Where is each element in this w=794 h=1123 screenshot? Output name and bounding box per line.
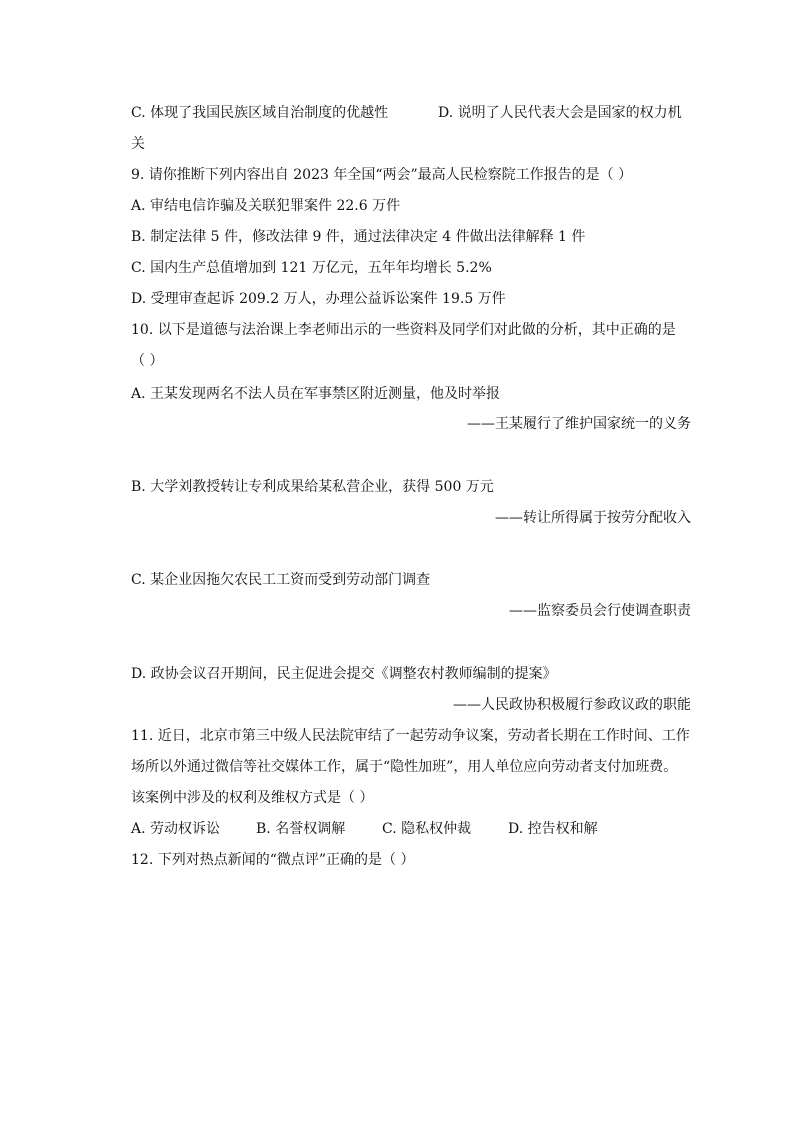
q11-option-d: D. 控告权和解: [508, 821, 598, 837]
q9-option-d: D. 受理审查起诉 209.2 万人，办理公益诉讼案件 19.5 万件: [131, 291, 506, 307]
q9-stem: 9. 请你推断下列内容出自 2023 年全国“两会”最高人民检察院工作报告的是（ ）: [131, 167, 633, 183]
q10-option-d: D. 政协会议召开期间，民主促进会提交《调整农村教师编制的提案》: [131, 666, 557, 682]
q10-option-a: A. 王某发现两名不法人员在军事禁区附近测量，他及时举报: [131, 386, 501, 402]
q10-option-b-note: ——转让所得属于按劳分配收入: [495, 510, 691, 526]
q10-option-a-note: ——王某履行了维护国家统一的义务: [467, 416, 691, 432]
q9-option-c: C. 国内生产总值增加到 121 万亿元，五年年均增长 5.2%: [131, 260, 492, 276]
q9-option-b: B. 制定法律 5 件，修改法律 9 件，通过法律决定 4 件做出法律解释 1 件: [131, 229, 586, 245]
q11-stem-line-3: 该案例中涉及的权利及维权方式是（ ）: [131, 790, 374, 806]
q10-option-b: B. 大学刘教授转让专利成果给某私营企业，获得 500 万元: [131, 479, 494, 495]
q8-option-d: D. 说明了人民代表大会是国家的权力机: [438, 105, 682, 121]
q10-stem-continuation: （ ）: [131, 353, 164, 369]
q8-option-d-continuation: 关: [131, 136, 145, 152]
q11-stem-line-2: 场所以外通过微信等社交媒体工作，属于“隐性加班”，用人单位应向劳动者支付加班费。: [131, 759, 678, 775]
q11-option-a: A. 劳动权诉讼: [131, 821, 221, 837]
q11-option-b: B. 名誉权调解: [256, 821, 346, 837]
q12-stem: 12. 下列对热点新闻的“微点评”正确的是（ ）: [131, 852, 415, 868]
q10-option-c-note: ——监察委员会行使调查职责: [509, 603, 691, 619]
q11-option-c: C. 隐私权仲裁: [382, 821, 472, 837]
q10-stem: 10. 以下是道德与法治课上李老师出示的一些资料及同学们对此做的分析，其中正确的是: [131, 322, 676, 338]
q10-option-c: C. 某企业因拖欠农民工工资而受到劳动部门调查: [131, 572, 431, 588]
q11-stem-line-1: 11. 近日，北京市第三中级人民法院审结了一起劳动争议案，劳动者长期在工作时间、工作: [131, 728, 690, 744]
q10-option-d-note: ——人民政协积极履行参政议政的职能: [453, 697, 691, 713]
q8-option-c: C. 体现了我国民族区域自治制度的优越性: [131, 105, 389, 121]
q9-option-a: A. 审结电信诈骗及关联犯罪案件 22.6 万件: [131, 198, 401, 214]
